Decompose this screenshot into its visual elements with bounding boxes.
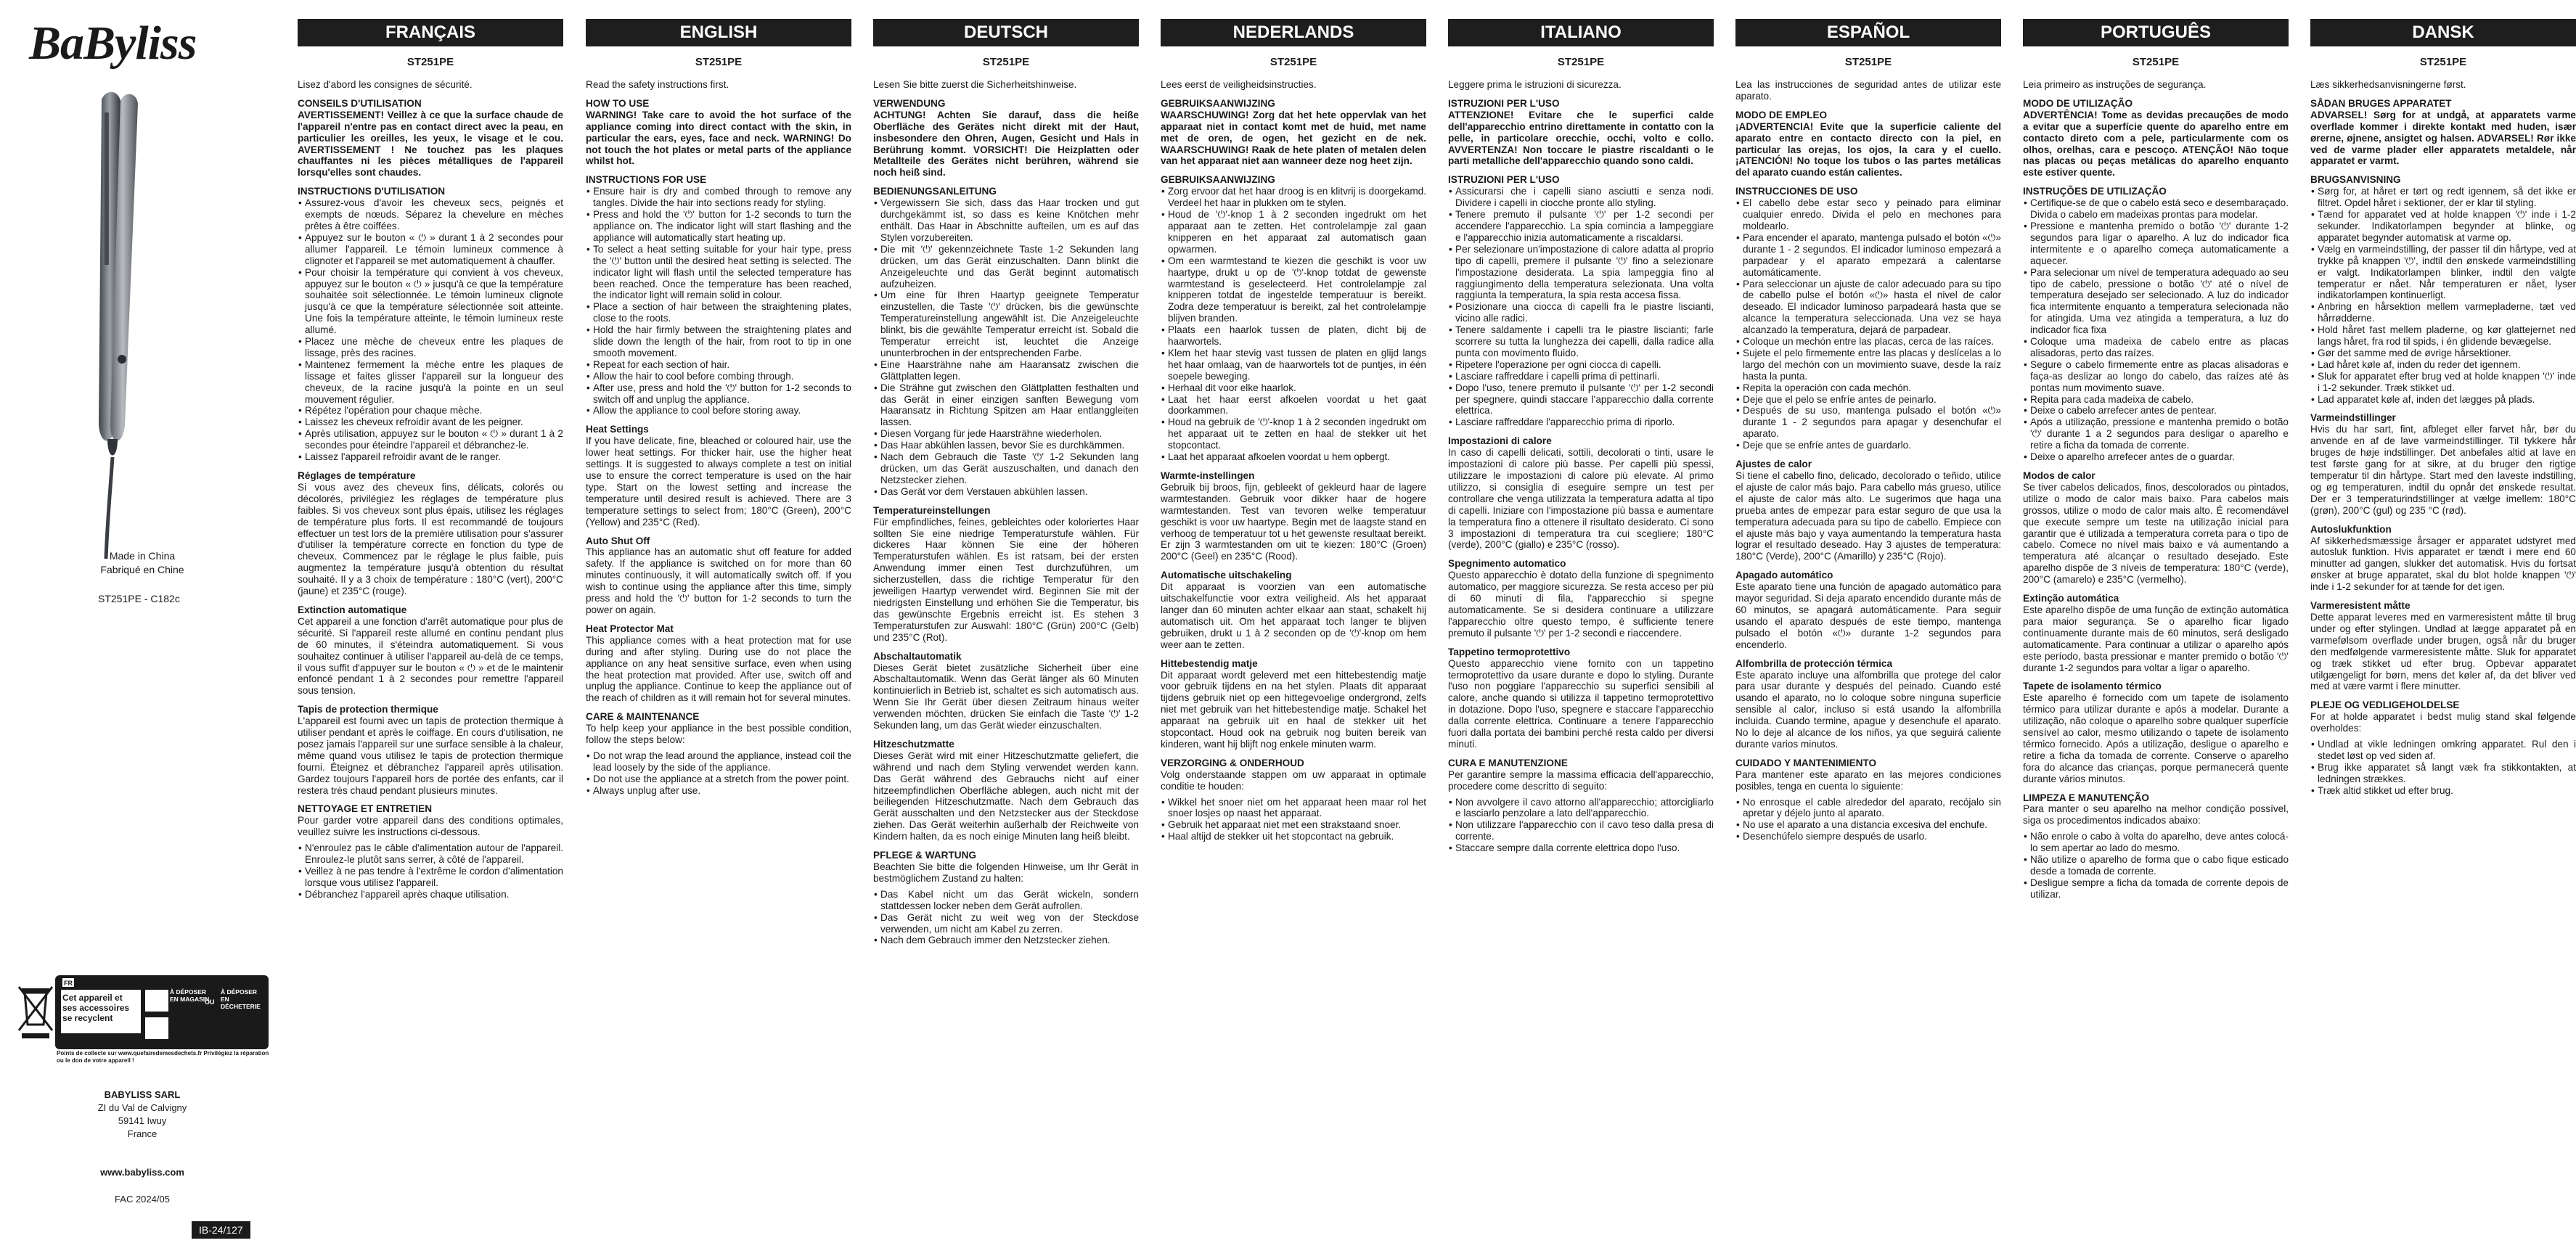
model-number: ST251PE [982, 56, 1030, 68]
section-heading: PLEJE OG VEDLIGEHOLDELSE [2310, 700, 2460, 711]
section-heading: CONSEILS D'UTILISATION [298, 97, 422, 109]
model-number: ST251PE [695, 56, 743, 68]
list-item: • Undlad at vikle ledningen omkring apparatet. Rul den i stedet løst op ved siden af. [2318, 739, 2576, 762]
warning-text: ADVERTÊNCIA! Tome as devidas precauções de modo a evitar que a superfície quente do aparelho entre em contacto direto com a pele, particularmente com os olhos, orelhas, cara e pescoço. ATENÇÃO! Não toque nas placas ou peças metálicas do aparelho enquanto este estiver quente. [2023, 109, 2289, 179]
paragraph: Este aparelho é fornecido com um tapete de isolamento térmico para utilizar durante e após a modelar. Durante a utilização, não coloque o aparelho sobre qualquer superfície sensível ao calor, mesmo utilizando o tapete de isolamento térmico fornecido. Após a utilização, desligue o aparelho e retire a ficha da tomada de corrente. Conserve o aparelho fora do alcance das crianças, porque permanecerá quente durante vários minutos. [2023, 692, 2289, 784]
ib-code: IB-24/127 [192, 1221, 250, 1239]
left-panel [0, 0, 285, 1243]
website-link[interactable]: www.babyliss.com [100, 1167, 184, 1178]
list-item: • Posizionare una ciocca di capelli fra le piastre liscianti, vicino alle radici. [1455, 301, 1714, 324]
paragraph: Lisez d'abord les consignes de sécurité. [298, 79, 473, 90]
paragraph: Read the safety instructions first. [586, 79, 729, 90]
list-item: • Tænd for apparatet ved at holde knappen '⏻' inde i 1-2 sekunder. Indikatorlampen begynder at blinke, og apparatet begynder automatisk at varme op. [2318, 209, 2576, 244]
language-header: DEUTSCH [873, 19, 1139, 46]
hair-straightener-image [64, 83, 173, 562]
list-item: • N'enroulez pas le câble d'alimentation autour de l'appareil. Enroulez-le plutôt sans serrer, à côté de l'appareil. [305, 842, 563, 866]
instructions-body [1735, 79, 2001, 842]
section-heading: VERWENDUNG [873, 97, 946, 109]
list-item: • Klem het haar stevig vast tussen de platen en glijd langs het haar omlaag, van de haarwortels tot de puntjes, in één soepele beweging. [1168, 348, 1426, 382]
list-item: • Brug ikke apparatet så langt væk fra stikkontakten, at ledningen strækkes. [2318, 762, 2576, 785]
section-heading: INSTRUCTIONS FOR USE [586, 174, 707, 186]
section-heading: GEBRUIKSAANWIJZING [1161, 97, 1275, 109]
list-item: • Deje que se enfríe antes de guardarlo. [1743, 440, 2001, 451]
section-heading: Heat Settings [586, 424, 649, 435]
model-code: ST251PE - C182c [98, 593, 180, 604]
section-heading: SÅDAN BRUGES APPARATET [2310, 97, 2452, 109]
list-item: • Lasciare raffreddare l'apparecchio prima di riporlo. [1455, 417, 1714, 428]
list-item: • Deje que el pelo se enfríe antes de peinarlo. [1743, 394, 2001, 406]
list-item: • Vergewissern Sie sich, dass das Haar trocken und gut durchgekämmt ist, so dass es keine Knötchen mehr enthält. Das Haar in Abschnitte aufteilen, um es auf das Stylen vorzubereiten. [880, 197, 1139, 244]
section-heading: Apagado automático [1735, 570, 1833, 581]
fabrique-en-chine: Fabriqué en Chine [100, 564, 184, 575]
list-item: • Deixe o cabelo arrefecer antes de pentear. [2030, 405, 2289, 417]
section-heading: ISTRUZIONI PER L'USO [1448, 97, 1560, 109]
section-heading: Impostazioni di calore [1448, 435, 1552, 447]
section-heading: Temperatureinstellungen [873, 504, 991, 516]
list-item: • Allow the appliance to cool before storing away. [593, 405, 851, 417]
list-item: • Para selecionar um nível de temperatura adequado ao seu tipo de cabelo, pressione o botão '⏻' até o nível de temperatura desejado ser selecionado. A luz do indicador fica intermitente enquanto a temperatura selecionada não for atingida. Uma vez atingida a temperatura, a luz do indicador fica fixa [2030, 267, 2289, 336]
section-heading: INSTRUÇÕES DE UTILIZAÇÃO [2023, 186, 2167, 197]
brand-logo: BaByliss [29, 17, 197, 70]
list-item: • Eine Haarsträhne nahe am Haaransatz zwischen die Glättplatten legen. [880, 359, 1139, 382]
paragraph: Leia primeiro as instruções de segurança. [2023, 79, 2207, 90]
paragraph: Lesen Sie bitte zuerst die Sicherheitshinweise. [873, 79, 1077, 90]
list-item: • To select a heat setting suitable for your hair type, press the '⏻' button until the desired heat setting is selected. The indicator light will flash until the selected temperature has been reached. Once the temperature has been reached, the indicator light will remain solid in colour. [593, 244, 851, 302]
model-number: ST251PE [406, 56, 454, 68]
list-item: • Gebruik het apparaat niet met een strakstaand snoer. [1168, 819, 1426, 831]
instruction-list [873, 889, 1139, 947]
paragraph: Dieses Gerät bietet zusätzliche Sicherheit über eine Abschaltautomatik. Wenn das Gerät länger als 60 Minuten kontinuierlich in Betrieb ist, schaltet es sich automatisch aus. Wenn Sie Ihr Gerät über diesen Zeitraum hinaus weiter verwenden möchten, drücken Sie einfach die Taste '⏻' 1-2 Sekunden lang, um das Gerät wieder einzuschalten. [873, 662, 1139, 731]
list-item: • Veillez à ne pas tendre à l'extrême le cordon d'alimentation lorsque vous utilisez l'appareil. [305, 866, 563, 889]
instruction-list [298, 197, 563, 463]
list-item: • Træk altid stikket ud efter brug. [2318, 785, 2576, 797]
paragraph: Dit apparaat is voorzien van een automatische uitschakelfunctie voor extra veiligheid. Als het apparaat langer dan 60 minuten achter elkaar aan staat, schakelt hij automatisch uit. Om het apparaat toch langer te blijven gebruiken, drukt u 1 à 2 seconden op de '⏻'-knop om hem weer aan te zetten. [1161, 581, 1426, 650]
instructions-body [2310, 79, 2576, 797]
list-item: • Não enrole o cabo à volta do aparelho, deve antes colocá-lo sem apertar ao lado do mesmo. [2030, 831, 2289, 854]
list-item: • Após a utilização, pressione e mantenha premido o botão '⏻' durante 1 a 2 segundos para desligar o aparelho e retire a ficha da tomada de corrente. [2030, 417, 2289, 451]
paragraph: Este aparato tiene una función de apagado automático para mayor seguridad. Si deja aparato encendido durante más de 60 minutos, se apagará automáticamente. Para seguir usando el aparato después de este tiempo, mantenga pulsado el botón «⏻» durante 1-2 segundos para encenderlo. [1735, 581, 2001, 650]
instructions-body [1161, 79, 1426, 842]
list-item: • No use el aparato a una distancia excesiva del enchufe. [1743, 819, 2001, 831]
warning-text: ACHTUNG! Achten Sie darauf, dass die heiße Oberfläche des Gerätes nicht direkt mit der Haut, insbesondere den Ohren, Augen, Gesicht und Hals in Berührung kommt. VORSICHT! Die Heizplatten oder Metallteile des Gerätes nicht berühren, während sie noch heiß sind. [873, 109, 1139, 179]
language-column [298, 19, 563, 903]
list-item: • Assurez-vous d'avoir les cheveux secs, peignés et exempts de nœuds. Séparez la chevelure en mèches prêtes à être coiffées. [305, 197, 563, 232]
paragraph: Questo apparecchio è dotato della funzione di spegnimento automatico, per maggiore sicurezza. Se resta acceso per più di 60 minuti di fila, l'apparecchio si spegne automaticamente. Se si desidera continuare a utilizzare l'apparecchio oltre questo tempo, è sufficiente tenere premuto il pulsante '⏻' per 1-2 secondi e riaccendere. [1448, 570, 1714, 639]
paragraph: Este aparelho dispõe de uma função de extinção automática para maior segurança. Se o aparelho ficar ligado continuamente durante mais de 60 minutos, será desligado automaticamente. Para continuar a utilizar o aparelho após este período, basta pressionar e manter premido o botão '⏻' durante 1-2 segundos para voltar a ligar o aparelho. [2023, 604, 2289, 673]
section-heading: CUIDADO Y MANTENIMIENTO [1735, 757, 1877, 768]
list-item: • Do not use the appliance at a stretch from the power point. [593, 774, 851, 785]
section-heading: Varmeindstillinger [2310, 412, 2396, 424]
paragraph: Lees eerst de veiligheidsinstructies. [1161, 79, 1317, 90]
company-name: BABYLISS SARL [104, 1089, 181, 1100]
list-item: • Plaats een haarlok tussen de platen, dicht bij de haarwortels. [1168, 324, 1426, 348]
section-heading: CURA E MANUTENZIONE [1448, 757, 1568, 768]
section-heading: BRUGSANVISNING [2310, 174, 2401, 186]
paragraph: Lea las instrucciones de seguridad antes de utilizar este aparato. [1735, 79, 2001, 102]
list-item: • Hold the hair firmly between the straightening plates and slide down the length of the hair, from root to tip in one smooth movement. [593, 324, 851, 359]
section-heading: ISTRUZIONI PER L'USO [1448, 174, 1560, 186]
instruction-list [1448, 797, 1714, 855]
list-item: • Das Kabel nicht um das Gerät wickeln, sondern stattdessen locker neben dem Gerät aufrollen. [880, 889, 1139, 912]
paragraph: To help keep your appliance in the best possible condition, follow the steps below: [586, 723, 851, 746]
section-heading: Spegnimento automatico [1448, 558, 1566, 570]
paragraph: For at holde apparatet i bedst mulig stand skal følgende overholdes: [2310, 711, 2576, 734]
list-item: • Para seleccionar un ajuste de calor adecuado para su tipo de cabello pulse el botón «⏻» hasta el nivel de calor deseado. El indicador luminoso parpadeará hasta que se alcance la temperatura seleccionada. Una vez se haya alcanzado la temperatura, dejará de parpadear. [1743, 279, 2001, 337]
warning-text: ATTENZIONE! Evitare che le superfici calde dell'apparecchio entrino direttamente in contatto con la pelle, in particolare orecchie, occhi, volto e collo. AVVERTENZA! Non toccare le piastre riscaldanti o le parti metalliche dell'apparecchio quando sono caldi. [1448, 109, 1714, 167]
recycle-decheterie: À DÉPOSER EN DÉCHETERIE [221, 988, 261, 1010]
instruction-list [586, 750, 851, 797]
list-item: • Pressione e mantenha premido o botão '⏻' durante 1-2 segundos para ligar o aparelho. A luz do indicador fica intermitente e o aparelho começa automaticamente a aquecer. [2030, 221, 2289, 267]
model-number: ST251PE [2419, 56, 2467, 68]
section-heading: Extinction automatique [298, 604, 407, 615]
recycling-label [15, 972, 269, 1052]
instructions-body [2023, 79, 2289, 901]
language-column [1161, 19, 1426, 845]
instruction-list [1448, 186, 1714, 428]
model-number: ST251PE [1557, 56, 1605, 68]
language-column [1735, 19, 2001, 845]
instruction-list [1161, 797, 1426, 843]
instruction-list [298, 842, 563, 901]
instructions-body [586, 79, 851, 797]
section-heading: LIMPEZA E MANUTENÇÃO [2023, 792, 2149, 803]
section-heading: Tappetino termoprotettivo [1448, 646, 1571, 657]
paragraph: Questo apparecchio viene fornito con un tappetino termoprotettivo da usare durante e dopo lo styling. Durante l'uso non poggiare l'apparecchio su superfici sensibili al calore, anche quando si utilizza il tappetino termoprotettivo in dotazione. Dopo l'uso, spegnere e staccare l'apparecchio dalla corrente elettrica. Continuare a tenere l'apparecchio fuori dalla portata dei bambini perché resta caldo per diversi minuti. [1448, 657, 1714, 750]
section-heading: HOW TO USE [586, 97, 650, 109]
list-item: • Place a section of hair between the straightening plates, close to the roots. [593, 301, 851, 324]
model-number: ST251PE [2132, 56, 2180, 68]
language-column [586, 19, 851, 800]
list-item: • Repita para cada madeixa de cabelo. [2030, 394, 2289, 406]
section-heading: Tapete de isolamento térmico [2023, 681, 2162, 692]
instructions-body [298, 79, 563, 901]
section-heading: Tapis de protection thermique [298, 704, 438, 715]
list-item: • Après utilisation, appuyez sur le bouton « ⏻ » durant 1 à 2 secondes pour éteindre l'appareil et débranchez-le. [305, 428, 563, 451]
list-item: • Lad håret køle af, inden du reder det igennem. [2318, 359, 2576, 371]
paragraph: This appliance has an automatic shut off feature for added safety. If the appliance is switched on for more than 60 minutes continuously, it will automatically switch off. If you wish to continue using the appliance after this time, simply press and hold the '⏻' button for 1-2 seconds to turn the power on again. [586, 546, 851, 615]
section-heading: INSTRUCTIONS D'UTILISATION [298, 186, 446, 197]
list-item: • Per selezionare un'impostazione di calore adatta al proprio tipo di capelli, premere il pulsante '⏻' fino a selezionare l'impostazione desiderata. La spia lampeggia fino al raggiungimento della temperatura selezionata. Una volta raggiunta la temperatura, la spia resta accesa fissa. [1455, 244, 1714, 302]
warning-text: AVERTISSEMENT! Veillez à ce que la surface chaude de l'appareil n'entre pas en contact direct avec la peau, en particulier les oreilles, les yeux, le visage et le cou. AVERTISSEMENT ! Ne touchez pas les plaques chauffantes ni les pièces métalliques de l'appareil lorsqu'elles sont chaudes. [298, 109, 563, 179]
instruction-list [873, 197, 1139, 498]
paragraph: In caso di capelli delicati, sottili, decolorati o tinti, usare le impostazioni di calore più basse. Per capelli più spessi, utilizzare le impostazioni di calore più elevate. Al primo utilizzo, si consiglia di eseguire sempre un test per controllare che venga utilizzata la temperatura adatta al tipo di capelli. Iniziare con l'impostazione più bassa e aumentare la temperatura fino a ottenere il risultato desiderato. Ci sono 3 impostazioni di temperatura tra cui scegliere; 180°C (verde), 200°C (giallo) e 235°C (rosso). [1448, 447, 1714, 551]
section-heading: Modos de calor [2023, 470, 2095, 481]
store-icon [145, 990, 168, 1012]
list-item: • Repeat for each section of hair. [593, 359, 851, 371]
language-column [2023, 19, 2289, 903]
list-item: • Deixe o aparelho arrefecer antes de o guardar. [2030, 451, 2289, 463]
address-line: ZI du Val de Calvigny [97, 1102, 187, 1113]
paragraph: Dieses Gerät wird mit einer Hitzeschutzmatte geliefert, die während und nach dem Styling verwendet werden kann. Das Gerät während des Gebrauchs nicht auf einer hitzeempfindlichen Oberfläche ablegen, auch nicht mit der beiliegenden Hitzeschutzmatte. Nach dem Gebrauch das Gerät ausschalten und den Netzstecker aus der Steckdose ziehen. Das Gerät weiterhin außerhalb der Reichweite von Kindern halten, da es noch einige Minuten lang heiß bleibt. [873, 750, 1139, 842]
instruction-list [1161, 186, 1426, 463]
list-item: • Die mit '⏻' gekennzeichnete Taste 1-2 Sekunden lang drücken, um das Gerät einzuschalten. Dann blinkt die Anzeigeleuchte und das Gerät beginnt automatisch aufzuheizen. [880, 244, 1139, 290]
warning-text: ¡ADVERTENCIA! Evite que la superficie caliente del aparato entre en contacto directo con la piel, en particular las orejas, los ojos, la cara y el cuello. ¡ATENCIÓN! No toque los tubos o las partes metálicas del aparato cuando están calientes. [1735, 120, 2001, 179]
list-item: • Ensure hair is dry and combed through to remove any tangles. Divide the hair into sections ready for styling. [593, 186, 851, 209]
list-item: • Desenchúfelo siempre después de usarlo. [1743, 831, 2001, 842]
list-item: • Nach dem Gebrauch immer den Netzstecker ziehen. [880, 935, 1139, 946]
list-item: • Staccare sempre dalla corrente elettrica dopo l'uso. [1455, 842, 1714, 854]
paragraph: Pour garder votre appareil dans des conditions optimales, veuillez suivre les instructions ci-dessous. [298, 815, 563, 838]
recycle-note: Points de collecte sur www.quefairedemesdechets.fr Privilégiez la réparation ou le don de votre appareil ! [57, 1050, 269, 1064]
section-heading: GEBRUIKSAANWIJZING [1161, 174, 1275, 186]
list-item: • Diesen Vorgang für jede Haarsträhne wiederholen. [880, 428, 1139, 440]
list-item: • Um eine für Ihren Haartyp geeignete Temperatur einzustellen, die Taste '⏻' drücken, bis die gewünschte Temperatureinstellung angewählt ist. Die Anzeigeleuchte blinkt, bis die gewählte Temperatur erreicht ist. Sobald die Temperatur erreicht ist, leuchtet die Anzeige ununterbrochen in der entsprechenden Farbe. [880, 290, 1139, 358]
list-item: • Om een warmtestand te kiezen die geschikt is voor uw haartype, drukt u op de '⏻'-knop totdat de gewenste warmtestand is geselecteerd. Het controlelampje zal knipperen totdat de ingestelde temperatuur is bereikt. Zodra deze temperatuur is bereikt, zal het controlelampje blijven branden. [1168, 255, 1426, 324]
list-item: • Laissez l'appareil refroidir avant de le ranger. [305, 451, 563, 463]
section-heading: MODO DE UTILIZAÇÃO [2023, 97, 2133, 109]
instruction-list [1735, 797, 2001, 843]
section-heading: PFLEGE & WARTUNG [873, 850, 976, 861]
section-heading: Extinção automática [2023, 593, 2119, 604]
instruction-list [2023, 831, 2289, 900]
address-line: France [127, 1128, 158, 1139]
list-item: • Gør det samme med de øvrige hårsektioner. [2318, 348, 2576, 359]
dechetterie-icon [145, 1017, 168, 1039]
list-item: • Non utilizzare l'apparecchio con il cavo teso dalla presa di corrente. [1455, 819, 1714, 842]
list-item: • Laat het haar eerst afkoelen voordat u het gaat doorkammen. [1168, 394, 1426, 417]
instructions-body [873, 79, 1139, 946]
list-item: • Appuyez sur le bouton « ⏻ » durant 1 à 2 secondes pour allumer l'appareil. Le témoin lumineux commence à clignoter et l'appareil se met automatiquement à chauffer. [305, 232, 563, 267]
section-heading: Réglages de température [298, 470, 416, 481]
section-heading: NETTOYAGE ET ENTRETIEN [298, 803, 433, 815]
list-item: • Wikkel het snoer niet om het apparaat heen maar rol het snoer losjes op naast het apparaat. [1168, 797, 1426, 820]
paragraph: Si tiene el cabello fino, delicado, decolorado o teñido, utilice el ajuste de calor más bajo. Para cabello más grueso, utilice el ajuste de calor más alto. Le sugerimos que haga una prueba antes de empezar para estar seguro de que usa la temperatura adecuada para su tipo de cabello. Empiece con el ajuste más bajo y vaya aumentando la temperatura hasta lograr el resultado deseado. Hay 3 ajustes de temperatura: 180°C (Verde), 200°C (Amarillo) y 235°C (Rojo). [1735, 470, 2001, 562]
list-item: • Maintenez fermement la mèche entre les plaques de lissage et faites glisser l'appareil sur la longueur des cheveux, de la racine jusqu'à la pointe en un seul mouvement régulier. [305, 359, 563, 406]
language-column [2310, 19, 2576, 800]
list-item: • Zorg ervoor dat het haar droog is en klitvrij is doorgekamd. Verdeel het haar in plukken om te stylen. [1168, 186, 1426, 209]
model-number: ST251PE [1844, 56, 1892, 68]
section-heading: Hitzeschutzmatte [873, 738, 954, 750]
recycle-fr: FR [64, 980, 73, 987]
list-item: • Laat het apparaat afkoelen voordat u hem opbergt. [1168, 451, 1426, 463]
list-item: • Die Strähne gut zwischen den Glättplatten festhalten und das Gerät in einer einzigen sanften Bewegung vom Haaransatz in Richtung Spitzen am Haar entlanggleiten lassen. [880, 382, 1139, 429]
section-heading: Auto Shut Off [586, 535, 650, 546]
paragraph: Af sikkerhedsmæssige årsager er apparatet udstyret med autosluk funktion. Hvis apparatet er tændt i mere end 60 minutter ad gangen, slukker det automatisk. Hvis du fortsat ønsker at bruge apparatet, skal du blot holde knappen '⏻' inde i 1-2 sekunder for at tænde for det igen. [2310, 535, 2576, 593]
language-header: ESPAÑOL [1735, 19, 2001, 46]
paragraph: Dette apparat leveres med en varmeresistent måtte til brug under og efter stylingen. Undlad at lægge apparatet på en varmefølsom overflade under brugen, også når du bruger den medfølgende varmeresistente måtte. Sluk for apparatet og træk stikket ud efter brug. Opbevar apparatet utilgængeligt for børn, mens det køler af, da det bliver ved med at være varmt i flere minutter. [2310, 611, 2576, 692]
list-item: • Sujete el pelo firmemente entre las placas y deslícelas a lo largo del mechón con un movimiento suave, desde la raíz hasta la punta. [1743, 348, 2001, 382]
language-header: DANSK [2310, 19, 2576, 46]
address-line: 59141 Iwuy [118, 1115, 167, 1126]
paragraph: Per garantire sempre la massima efficacia dell'apparecchio, procedere come descritto di seguito: [1448, 768, 1714, 792]
paragraph: Leggere prima le istruzioni di sicurezza. [1448, 79, 1622, 90]
section-heading: Ajustes de calor [1735, 459, 1812, 470]
list-item: • Segure o cabelo firmemente entre as placas alisadoras e faça-as deslizar ao longo do cabelo, das raízes até às pontas num movimento suave. [2030, 359, 2289, 394]
list-item: • Laissez les cheveux refroidir avant de les peigner. [305, 417, 563, 428]
list-item: • Tenere saldamente i capelli tra le piastre liscianti; farle scorrere su tutta la lunghezza dei capelli, dalla radice alla punta con movimento fluido. [1455, 324, 1714, 359]
section-heading: VERZORGING & ONDERHOUD [1161, 757, 1304, 768]
paragraph: Para manter o seu aparelho na melhor condição possível, siga os procedimentos indicados abaixo: [2023, 803, 2289, 826]
section-heading: MODO DE EMPLEO [1735, 109, 1828, 120]
list-item: • Placez une mèche de cheveux entre les plaques de lissage, près des racines. [305, 336, 563, 359]
list-item: • Para encender el aparato, mantenga pulsado el botón «⏻» durante 1 - 2 segundos. El indicador luminoso empezará a parpadear y el aparato empezará a calentarse automáticamente. [1743, 232, 2001, 279]
language-column [1448, 19, 1714, 857]
instruction-list [2310, 186, 2576, 405]
section-heading: BEDIENUNGSANLEITUNG [873, 186, 997, 197]
list-item: • Coloque uma madeixa de cabelo entre as placas alisadoras, perto das raízes. [2030, 336, 2289, 359]
recycle-store: À DÉPOSER EN MAGASIN [170, 988, 210, 1003]
model-number: ST251PE [1269, 56, 1317, 68]
list-item: • Assicurarsi che i capelli siano asciutti e senza nodi. Dividere i capelli in ciocche pronte allo styling. [1455, 186, 1714, 209]
list-item: • Houd de '⏻'-knop 1 à 2 seconden ingedrukt om het apparaat aan te zetten. Het controlelampje zal gaan knipperen en het apparaat zal automatisch gaan opwarmen. [1168, 209, 1426, 255]
paragraph: Gebruik bij broos, fijn, gebleekt of gekleurd haar de lagere warmtestanden. Gebruik voor dikker haar de hogere warmtestanden. Test van tevoren welke temperatuur geschikt is voor uw haartype. Begin met de laagste stand en verhoog de temperatuur tot u het gewenste resultaat bereikt. Er zijn 3 warmtestanden om uit te kiezen: 180°C (Groen) 200°C (Geel) en 235°C (Rood). [1161, 481, 1426, 562]
list-item: • El cabello debe estar seco y peinado para eliminar cualquier enredo. Divida el pelo en mechones para moldearlo. [1743, 197, 2001, 232]
section-heading: Hittebestendig matje [1161, 657, 1258, 669]
instruction-list [2023, 197, 2289, 463]
paragraph: Este aparato incluye una alfombrilla que protege del calor para usar durante y después del peinado. Cuando esté usando el aparato, no lo coloque sobre ninguna superficie sensible al calor, incluso si está usando la alfombrilla incluida. Cuando termine, apague y desenchufe el aparato. No lo deje al alcance de los niños, ya que seguirá caliente durante varios minutos. [1735, 669, 2001, 750]
paragraph: Hvis du har sart, fint, afbleget eller farvet hår, bør du anvende en af de lave varmeindstillinger. Til tykkere hår bruges de høje indstillinger. Det anbefales altid at lave en test første gang for at sikre, at du bruger den rigtige temperatur til din hårtype. Start med den laveste indstilling, og øg temperaturen, indtil du opnår det ønskede resultat. Der er 3 temperaturindstillinger at vælge imellem: 180°C (grøn), 200°C (gul) og 235 °C (rød). [2310, 424, 2576, 516]
paragraph: Volg onderstaande stappen om uw apparaat in optimale conditie te houden: [1161, 768, 1426, 792]
paragraph: Beachten Sie bitte die folgenden Hinweise, um Ihr Gerät in bestmöglichem Zustand zu halten: [873, 861, 1139, 884]
list-item: • Não utilize o aparelho de forma que o cabo fique esticado desde a tomada de corrente. [2030, 854, 2289, 877]
section-heading: Heat Protector Mat [586, 623, 674, 634]
list-item: • Pour choisir la température qui convient à vos cheveux, appuyez sur le bouton « ⏻ » jusqu'à ce que la température souhaitée soit sélectionnée. Le témoin lumineux clignote jusqu'à ce que la température sélectionnée soit atteinte. Une fois la température atteinte, le témoin lumineux reste allumé. [305, 267, 563, 336]
paragraph: This appliance comes with a heat protection mat for use during and after styling. During use do not place the appliance on any heat sensitive surface, even when using the heat protection mat provided. After use, switch off and unplug the appliance. Continue to keep the appliance out of the reach of children as it will remain hot for several minutes. [586, 634, 851, 704]
list-item: • Tenere premuto il pulsante '⏻' per 1-2 secondi per accendere l'apparecchio. La spia comincia a lampeggiare e l'apparecchio inizia automaticamente a riscaldarsi. [1455, 209, 1714, 244]
list-item: • After use, press and hold the '⏻' button for 1-2 seconds to switch off and unplug the appliance. [593, 382, 851, 406]
list-item: • Sørg for, at håret er tørt og redt igennem, så det ikke er filtret. Opdel håret i sektioner, der er klar til styling. [2318, 186, 2576, 209]
paragraph: L'appareil est fourni avec un tapis de protection thermique à utiliser pendant et après le coiffage. En cours d'utilisation, ne posez jamais l'appareil sur une surface sensible à la chaleur, même quand vous utilisez le tapis de protection thermique fourni. Éteignez et débranchez l'appareil après utilisation. Gardez toujours l'appareil hors de portée des enfants, car il restera très chaud pendant plusieurs minutes. [298, 715, 563, 796]
paragraph: Dit apparaat wordt geleverd met een hittebestendig matje voor gebruik tijdens en na het stylen. Plaats dit apparaat tijdens gebruik niet op een hittegevoelige ondergrond, zelfs niet met gebruik van het hittebestendige matje. Schakel het apparaat na gebruik uit en haal de stekker uit het stopcontact. Houd ook na gebruik nog buiten bereik van kinderen, want hij blijft nog enkele minuten warm. [1161, 669, 1426, 750]
list-item: • Das Haar abkühlen lassen, bevor Sie es durchkämmen. [880, 440, 1139, 451]
paragraph: Si vous avez des cheveux fins, délicats, colorés ou décolorés, privilégiez les réglages de température plus faibles. Si vos cheveux sont plus épais, utilisez les réglages de température plus forts. Il est recommandé de toujours effectuer un test lors de la première utilisation pour s'assurer d'utiliser la température correcte en fonction du type de cheveux. Commencez par le réglage le plus faible, puis augmentez la température jusqu'à obtention du résultat souhaité. Il y a 3 choix de température : 180°C (vert), 200°C (jaune) et 235°C (rouge). [298, 481, 563, 597]
recycle-main-text: Cet appareil et ses accessoires se recyclent [62, 993, 130, 1023]
list-item: • Coloque un mechón entre las placas, cerca de las raíces. [1743, 336, 2001, 348]
language-header: PORTUGUÊS [2023, 19, 2289, 46]
section-heading: Warmte-instellingen [1161, 470, 1255, 481]
list-item: • Nach dem Gebrauch die Taste '⏻' 1-2 Sekunden lang drücken, um das Gerät auszuschalten, und danach den Netzstecker ziehen. [880, 451, 1139, 486]
list-item: • Press and hold the '⏻' button for 1-2 seconds to turn the appliance on. The indicator light will start flashing and the appliance will automatically start heating up. [593, 209, 851, 244]
language-header: ITALIANO [1448, 19, 1714, 46]
list-item: • Houd na gebruik de '⏻'-knop 1 à 2 seconden ingedrukt om het apparaat uit te zetten en haal de stekker uit het stopcontact. [1168, 417, 1426, 451]
list-item: • Repita la operación con cada mechón. [1743, 382, 2001, 394]
instruction-list [1735, 197, 2001, 451]
list-item: • Non avvolgere il cavo attorno all'apparecchio; attorcigliarlo e lasciarlo penzolare a lato dell'apparecchio. [1455, 797, 1714, 820]
paragraph: Se tiver cabelos delicados, finos, descolorados ou pintados, utilize o modo de calor mais baixo. Para cabelos mais grossos, utilize o modo de calor mais alto. É recomendável que execute sempre um teste na utilização inicial para garantir que é utilizada a temperatura correta para o tipo de cabelo. Comece no nível mais baixo e vá aumentando a temperatura até alcançar o resultado desejado. Este aparelho dispõe de 3 níveis de temperatura: 180°C (verde), 200°C (amarelo) e 235°C (vermelho). [2023, 481, 2289, 586]
list-item: • Después de su uso, mantenga pulsado el botón «⏻» durante 1 - 2 segundos para apagar y desenchufar el aparato. [1743, 405, 2001, 440]
list-item: • Allow the hair to cool before combing through. [593, 371, 851, 382]
list-item: • Ripetere l'operazione per ogni ciocca di capelli. [1455, 359, 1714, 371]
instruction-list [2310, 739, 2576, 797]
list-item: • Das Gerät nicht zu weit weg von der Steckdose verwenden, um nicht am Kabel zu zerren. [880, 912, 1139, 935]
list-item: • Lasciare raffreddare i capelli prima di pettinarli. [1455, 371, 1714, 382]
paragraph: If you have delicate, fine, bleached or coloured hair, use the lower heat settings. For thicker hair, use the higher heat settings. It is suggested to always complete a test on initial use to ensure the correct temperature is used on the hair type. Start on the lowest setting and increase the temperature until desired result is achieved. There are 3 temperature settings to select from; 180°C (Green), 200°C (Yellow) and 235°C (Red). [586, 435, 851, 528]
list-item: • Dopo l'uso, tenere premuto il pulsante '⏻' per 1-2 secondi per spegnere, quindi staccare l'apparecchio dalla corrente elettrica. [1455, 382, 1714, 417]
warning-text: WARNING! Take care to avoid the hot surface of the appliance coming into direct contact with the skin, in particular the ears, eyes, face and neck. WARNING! Do not touch the hot plates or metal parts of the appliance whilst hot. [586, 109, 851, 167]
section-heading: Abschaltautomatik [873, 650, 962, 662]
list-item: • Desligue sempre a ficha da tomada de corrente depois de utilizar. [2030, 877, 2289, 901]
paragraph: Para mantener este aparato en las mejores condiciones posibles, tenga en cuenta lo siguiente: [1735, 768, 2001, 792]
instructions-body [1448, 79, 1714, 854]
language-header: ENGLISH [586, 19, 851, 46]
list-item: • Do not wrap the lead around the appliance, instead coil the lead loosely by the side of the appliance. [593, 750, 851, 774]
language-column [873, 19, 1139, 949]
fac-code: FAC 2024/05 [115, 1194, 170, 1205]
section-heading: Automatische uitschakeling [1161, 570, 1292, 581]
section-heading: INSTRUCCIONES DE USO [1735, 186, 1858, 197]
company-address [0, 1088, 285, 1141]
list-item: • Sluk for apparatet efter brug ved at holde knappen '⏻' inde i 1-2 sekunder. Træk stikket ud. [2318, 371, 2576, 394]
warning-text: WAARSCHUWING! Zorg dat het hete oppervlak van het apparaat niet in contact komt met de huid, met name met de oren, de ogen, het gezicht en de nek. WAARSCHUWING! Raak de hete platen of metalen delen van het apparaat niet aan wanneer deze nog heet zijn. [1161, 109, 1426, 167]
paragraph: Für empfindliches, feines, gebleichtes oder koloriertes Haar sollten Sie eine niedrige Temperaturstufe wählen. Für dickeres Haar können Sie eine der höheren Temperaturstufen wählen. Es ist ratsam, bei der ersten Anwendung immer einen Test durchzuführen, um sicherzustellen, dass die richtige Temperatur für den jeweiligen Haartyp verwendet wird. Beginnen Sie mit der niedrigsten Einstellung und erhöhen Sie die Temperatur, bis das gewünschte Ergebnis erreicht ist. Es stehen 3 Temperaturstufen zur Auswahl: 180°C (Grün) 200°C (Gelb) und 235°C (Rot). [873, 516, 1139, 643]
list-item: • Lad apparatet køle af, inden det lægges på plads. [2318, 394, 2576, 406]
list-item: • No enrosque el cable alrededor del aparato, recójalo sin apretar y déjelo junto al aparato. [1743, 797, 2001, 820]
list-item: • Herhaal dit voor elke haarlok. [1168, 382, 1426, 394]
list-item: • Vælg en varmeindstilling, der passer til din hårtype, ved at trykke på knappen '⏻', indtil den ønskede varmeindstilling er valgt. Indikatorlampen blinker, indtil den valgte temperatur er nået. Når temperaturen er nået, lyser indikatorlampen kontinuerligt. [2318, 244, 2576, 302]
made-in-china: Made in China [109, 550, 176, 562]
paragraph: Læs sikkerhedsanvisningerne først. [2310, 79, 2466, 90]
list-item: • Hold håret fast mellem pladerne, og kør glattejernet ned langs håret, fra rod til spids, i én glidende bevægelse. [2318, 324, 2576, 348]
list-item: • Débranchez l'appareil après chaque utilisation. [305, 889, 563, 901]
list-item: • Certifique-se de que o cabelo está seco e desembaraçado. Divida o cabelo em madeixas prontas para modelar. [2030, 197, 2289, 221]
section-heading: Autoslukfunktion [2310, 523, 2392, 535]
recycle-or: OU [205, 998, 215, 1006]
list-item: • Répétez l'opération pour chaque mèche. [305, 405, 563, 417]
paragraph: Cet appareil a une fonction d'arrêt automatique pour plus de sécurité. Si l'appareil reste allumé en continu pendant plus de 60 minutes, il s'éteindra automatiquement. Si vous souhaitez continuer à utiliser l'appareil au-delà de ce temps, il vous suffit d'appuyer sur le bouton « ⏻ » et de le maintenir enfoncé pendant 1 à 2 secondes pour remettre l'appareil sous tension. [298, 615, 563, 697]
section-heading: Varmeresistent måtte [2310, 600, 2411, 612]
list-item: • Anbring en hårsektion mellem varmepladerne, tæt ved hårrødderne. [2318, 301, 2576, 324]
language-header: NEDERLANDS [1161, 19, 1426, 46]
made-in [0, 549, 285, 577]
instruction-list [586, 186, 851, 417]
section-heading: Alfombrilla de protección térmica [1735, 657, 1893, 669]
warning-text: ADVARSEL! Sørg for at undgå, at apparatets varme overflade kommer i direkte kontakt med huden, især ørerne, øjnene, ansigtet og halsen. ADVARSEL! Rør ikke ved de varme plader eller apparatets metaldele, når apparatet er varmt. [2310, 109, 2576, 167]
language-header: FRANÇAIS [298, 19, 563, 46]
list-item: • Always unplug after use. [593, 785, 851, 797]
section-heading: CARE & MAINTENANCE [586, 711, 700, 723]
list-item: • Das Gerät vor dem Verstauen abkühlen lassen. [880, 486, 1139, 498]
list-item: • Haal altijd de stekker uit het stopcontact na gebruik. [1168, 831, 1426, 842]
